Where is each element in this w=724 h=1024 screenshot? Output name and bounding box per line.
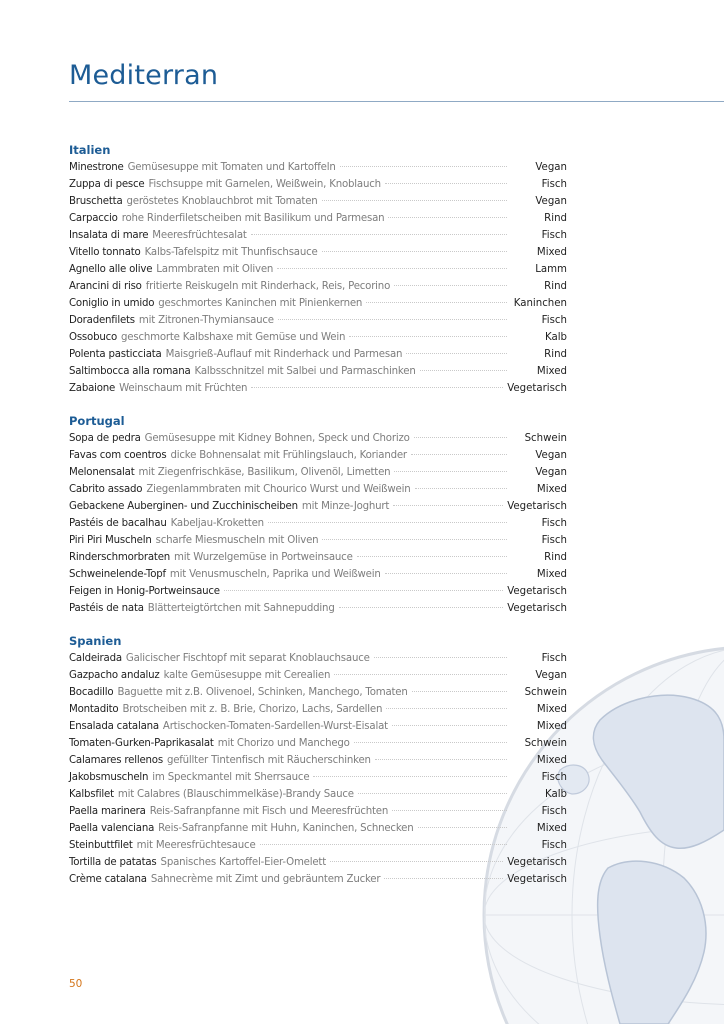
dish-name: Caldeirada [69, 653, 122, 664]
dish-category: Mixed [536, 247, 567, 258]
dish-category: Mixed [536, 823, 567, 834]
dot-leader [251, 387, 503, 388]
dish-description: Gemüsesuppe mit Kidney Bohnen, Speck und Chorizo [144, 433, 410, 444]
dot-leader [385, 573, 507, 574]
dish-description: kalte Gemüsesuppe mit Cerealien [163, 670, 331, 681]
page-number: 50 [69, 978, 83, 990]
dish-description: Gemüsesuppe mit Tomaten und Kartoffeln [127, 162, 336, 173]
menu-item [69, 583, 567, 600]
dish-category: Vegetarisch [507, 383, 567, 394]
dish-category: Vegan [535, 450, 567, 461]
dish-category: Rind [544, 281, 567, 292]
dot-leader [224, 590, 503, 591]
dot-leader [330, 861, 503, 862]
dot-leader [393, 505, 503, 506]
dish-name: Bruschetta [69, 196, 123, 207]
dish-name: Vitello tonnato [69, 247, 141, 258]
menu-item [69, 650, 567, 667]
menu-item [69, 346, 567, 363]
dish-category: Kalb [544, 332, 567, 343]
dish-description: Meeresfrüchtesalat [152, 230, 247, 241]
dish-description: gefüllter Tintenfisch mit Räucherschinken [166, 755, 371, 766]
dish-category: Fisch [541, 230, 567, 241]
dish-category: Fisch [541, 315, 567, 326]
dish-name: Steinbuttfilet [69, 840, 133, 851]
menu-item [69, 193, 567, 210]
menu-item [69, 718, 567, 735]
dish-category: Schwein [524, 433, 567, 444]
dish-name: Favas com coentros [69, 450, 167, 461]
title-divider [69, 101, 724, 102]
dish-description: Galicischer Fischtopf mit separat Knoblauchsauce [125, 653, 370, 664]
dish-category: Vegetarisch [507, 586, 567, 597]
dot-leader [313, 776, 507, 777]
dish-description: geschmorte Kalbshaxe mit Gemüse und Wein [121, 332, 346, 343]
menu-section-portugal [69, 412, 567, 617]
dot-leader [394, 471, 507, 472]
dot-leader [414, 437, 507, 438]
dot-leader [357, 556, 507, 557]
menu-item [69, 871, 567, 888]
dish-description: mit Zitronen-Thymiansauce [138, 315, 274, 326]
dish-category: Mixed [536, 755, 567, 766]
dish-category: Fisch [541, 772, 567, 783]
dot-leader [374, 657, 507, 658]
dish-name: Ossobuco [69, 332, 118, 343]
dish-description: scharfe Miesmuscheln mit Oliven [155, 535, 319, 546]
dish-category: Vegan [535, 467, 567, 478]
dish-name: Paella marinera [69, 806, 146, 817]
dish-description: mit Ziegenfrischkäse, Basilikum, Olivenöl, Limetten [138, 467, 391, 478]
dish-description: dicke Bohnensalat mit Frühlingslauch, Koriander [170, 450, 407, 461]
dish-category: Kalb [544, 789, 567, 800]
dish-description: geröstetes Knoblauchbrot mit Tomaten [126, 196, 318, 207]
dot-leader [354, 742, 507, 743]
dish-description: Maisgrieß-Auflauf mit Rinderhack und Parmesan [165, 349, 403, 360]
dish-name: Feigen in Honig-Portweinsauce [69, 586, 220, 597]
dish-description: Blätterteigtörtchen mit Sahnepudding [147, 603, 335, 614]
dish-name: Tortilla de patatas [69, 857, 157, 868]
dish-category: Lamm [535, 264, 567, 275]
dish-description: Brotscheiben mit z. B. Brie, Chorizo, Lachs, Sardellen [122, 704, 383, 715]
menu-item [69, 312, 567, 329]
dish-name: Pastéis de nata [69, 603, 144, 614]
dish-category: Mixed [536, 704, 567, 715]
menu-item [69, 498, 567, 515]
dish-description: Fischsuppe mit Garnelen, Weißwein, Knoblauch [148, 179, 381, 190]
dish-description: rohe Rinderfiletscheiben mit Basilikum und Parmesan [121, 213, 385, 224]
dish-name: Zuppa di pesce [69, 179, 145, 190]
dish-description: Baguette mit z.B. Olivenoel, Schinken, Manchego, Tomaten [117, 687, 408, 698]
dot-leader [358, 793, 507, 794]
menu-item [69, 854, 567, 871]
dish-category: Rind [544, 349, 567, 360]
menu-item [69, 278, 567, 295]
dish-name: Minestrone [69, 162, 124, 173]
dish-description: mit Chorizo und Manchego [217, 738, 350, 749]
dish-category: Vegan [535, 670, 567, 681]
menu-item [69, 684, 567, 701]
menu-item [69, 701, 567, 718]
dish-description: Kalbs-Tafelspitz mit Thunfischsauce [144, 247, 318, 258]
dish-description: mit Venusmuscheln, Paprika und Weißwein [169, 569, 381, 580]
dot-leader [339, 607, 504, 608]
dish-name: Cabrito assado [69, 484, 143, 495]
menu-item [69, 447, 567, 464]
dish-description: mit Calabres (Blauschimmelkäse)-Brandy Sauce [117, 789, 354, 800]
menu-item [69, 176, 567, 193]
dot-leader [322, 539, 507, 540]
dish-description: Sahnecrème mit Zimt und gebräuntem Zucker [150, 874, 381, 885]
dish-category: Mixed [536, 484, 567, 495]
dot-leader [322, 200, 507, 201]
menu-item [69, 803, 567, 820]
dish-category: Fisch [541, 840, 567, 851]
dish-name: Doradenfilets [69, 315, 135, 326]
dish-description: Artischocken-Tomaten-Sardellen-Wurst-Eisalat [162, 721, 388, 732]
dot-leader [411, 454, 507, 455]
dish-category: Vegetarisch [507, 874, 567, 885]
menu-item [69, 210, 567, 227]
dish-category: Kaninchen [513, 298, 567, 309]
section-heading: Portugal [69, 414, 125, 428]
dish-category: Rind [544, 213, 567, 224]
dish-name: Schweinelende-Topf [69, 569, 166, 580]
dot-leader [268, 522, 507, 523]
dot-leader [392, 810, 507, 811]
dish-name: Carpaccio [69, 213, 118, 224]
dish-description: Ziegenlammbraten mit Chourico Wurst und Weißwein [146, 484, 411, 495]
dish-description: mit Minze-Joghurt [301, 501, 390, 512]
dish-name: Pastéis de bacalhau [69, 518, 167, 529]
menu-item [69, 159, 567, 176]
dish-description: im Speckmantel mit Sherrsauce [152, 772, 310, 783]
dish-description: Reis-Safranpfanne mit Huhn, Kaninchen, Schnecken [158, 823, 414, 834]
dot-leader [412, 691, 507, 692]
dish-description: Kalbsschnitzel mit Salbei und Parmaschinken [194, 366, 416, 377]
dish-category: Fisch [541, 806, 567, 817]
dot-leader [366, 302, 507, 303]
section-heading: Italien [69, 143, 111, 157]
dish-name: Calamares rellenos [69, 755, 163, 766]
dish-category: Vegetarisch [507, 857, 567, 868]
dish-category: Vegetarisch [507, 603, 567, 614]
menu-item [69, 549, 567, 566]
dish-name: Jakobsmuscheln [69, 772, 149, 783]
dot-leader [385, 183, 507, 184]
menu-item [69, 820, 567, 837]
dot-leader [386, 708, 507, 709]
menu-item [69, 430, 567, 447]
dot-leader [278, 319, 507, 320]
menu-item [69, 244, 567, 261]
dish-description: Weinschaum mit Früchten [119, 383, 248, 394]
dot-leader [349, 336, 507, 337]
section-heading: Spanien [69, 634, 122, 648]
dish-name: Gazpacho andaluz [69, 670, 160, 681]
menu-section-italien [69, 141, 567, 397]
dot-leader [420, 370, 507, 371]
dot-leader [375, 759, 507, 760]
dot-leader [334, 674, 507, 675]
dot-leader [406, 353, 507, 354]
dish-name: Paella valenciana [69, 823, 155, 834]
dot-leader [418, 827, 508, 828]
dish-category: Schwein [524, 687, 567, 698]
dish-name: Coniglio in umido [69, 298, 155, 309]
menu-item [69, 380, 567, 397]
dish-category: Vegan [535, 196, 567, 207]
menu-item [69, 515, 567, 532]
dish-name: Agnello alle olive [69, 264, 153, 275]
menu-item [69, 735, 567, 752]
dish-name: Kalbsfilet [69, 789, 114, 800]
dish-category: Rind [544, 552, 567, 563]
dish-name: Crème catalana [69, 874, 147, 885]
dish-name: Sopa de pedra [69, 433, 141, 444]
menu-item [69, 600, 567, 617]
dish-category: Fisch [541, 653, 567, 664]
menu-item [69, 295, 567, 312]
dish-category: Mixed [536, 721, 567, 732]
menu-item [69, 667, 567, 684]
dish-description: Reis-Safranpfanne mit Fisch und Meeresfrüchten [149, 806, 389, 817]
dot-leader [394, 285, 507, 286]
dish-category: Fisch [541, 535, 567, 546]
dot-leader [384, 878, 503, 879]
menu-item [69, 464, 567, 481]
dot-leader [260, 844, 507, 845]
menu-item [69, 532, 567, 549]
dish-name: Arancini di riso [69, 281, 142, 292]
menu-item [69, 227, 567, 244]
dish-name: Zabaione [69, 383, 116, 394]
dot-leader [340, 166, 507, 167]
dish-description: mit Meeresfrüchtesauce [136, 840, 256, 851]
menu-item [69, 837, 567, 854]
dish-description: fritierte Reiskugeln mit Rinderhack, Reis, Pecorino [145, 281, 391, 292]
menu-section-spanien [69, 632, 567, 888]
dot-leader [415, 488, 508, 489]
dish-name: Melonensalat [69, 467, 135, 478]
dish-name: Piri Piri Muscheln [69, 535, 152, 546]
menu-item [69, 329, 567, 346]
dish-category: Vegetarisch [507, 501, 567, 512]
dish-name: Bocadillo [69, 687, 114, 698]
dish-name: Tomaten-Gurken-Paprikasalat [69, 738, 214, 749]
menu-list [69, 141, 567, 888]
dish-category: Fisch [541, 518, 567, 529]
dish-name: Rinderschmorbraten [69, 552, 171, 563]
dish-name: Montadito [69, 704, 119, 715]
menu-item [69, 769, 567, 786]
dot-leader [392, 725, 507, 726]
dish-description: geschmortes Kaninchen mit Pinienkernen [158, 298, 363, 309]
dot-leader [251, 234, 507, 235]
menu-item [69, 786, 567, 803]
dot-leader [322, 251, 507, 252]
dish-category: Vegan [535, 162, 567, 173]
dish-name: Gebackene Auberginen- und Zucchinischeiben [69, 501, 298, 512]
dish-name: Insalata di mare [69, 230, 149, 241]
menu-item [69, 261, 567, 278]
dish-description: mit Wurzelgemüse in Portweinsauce [174, 552, 353, 563]
menu-item [69, 752, 567, 769]
menu-item [69, 566, 567, 583]
dish-name: Ensalada catalana [69, 721, 159, 732]
dot-leader [388, 217, 507, 218]
dish-description: Spanisches Kartoffel-Eier-Omelett [160, 857, 327, 868]
menu-item [69, 481, 567, 498]
dish-category: Mixed [536, 569, 567, 580]
menu-item [69, 363, 567, 380]
dish-description: Kabeljau-Kroketten [170, 518, 264, 529]
dish-category: Fisch [541, 179, 567, 190]
dish-description: Lammbraten mit Oliven [156, 264, 274, 275]
dot-leader [277, 268, 507, 269]
page-title: Mediterran [69, 60, 219, 91]
dish-category: Schwein [524, 738, 567, 749]
dish-name: Saltimbocca alla romana [69, 366, 191, 377]
dish-name: Polenta pasticciata [69, 349, 162, 360]
dish-category: Mixed [536, 366, 567, 377]
